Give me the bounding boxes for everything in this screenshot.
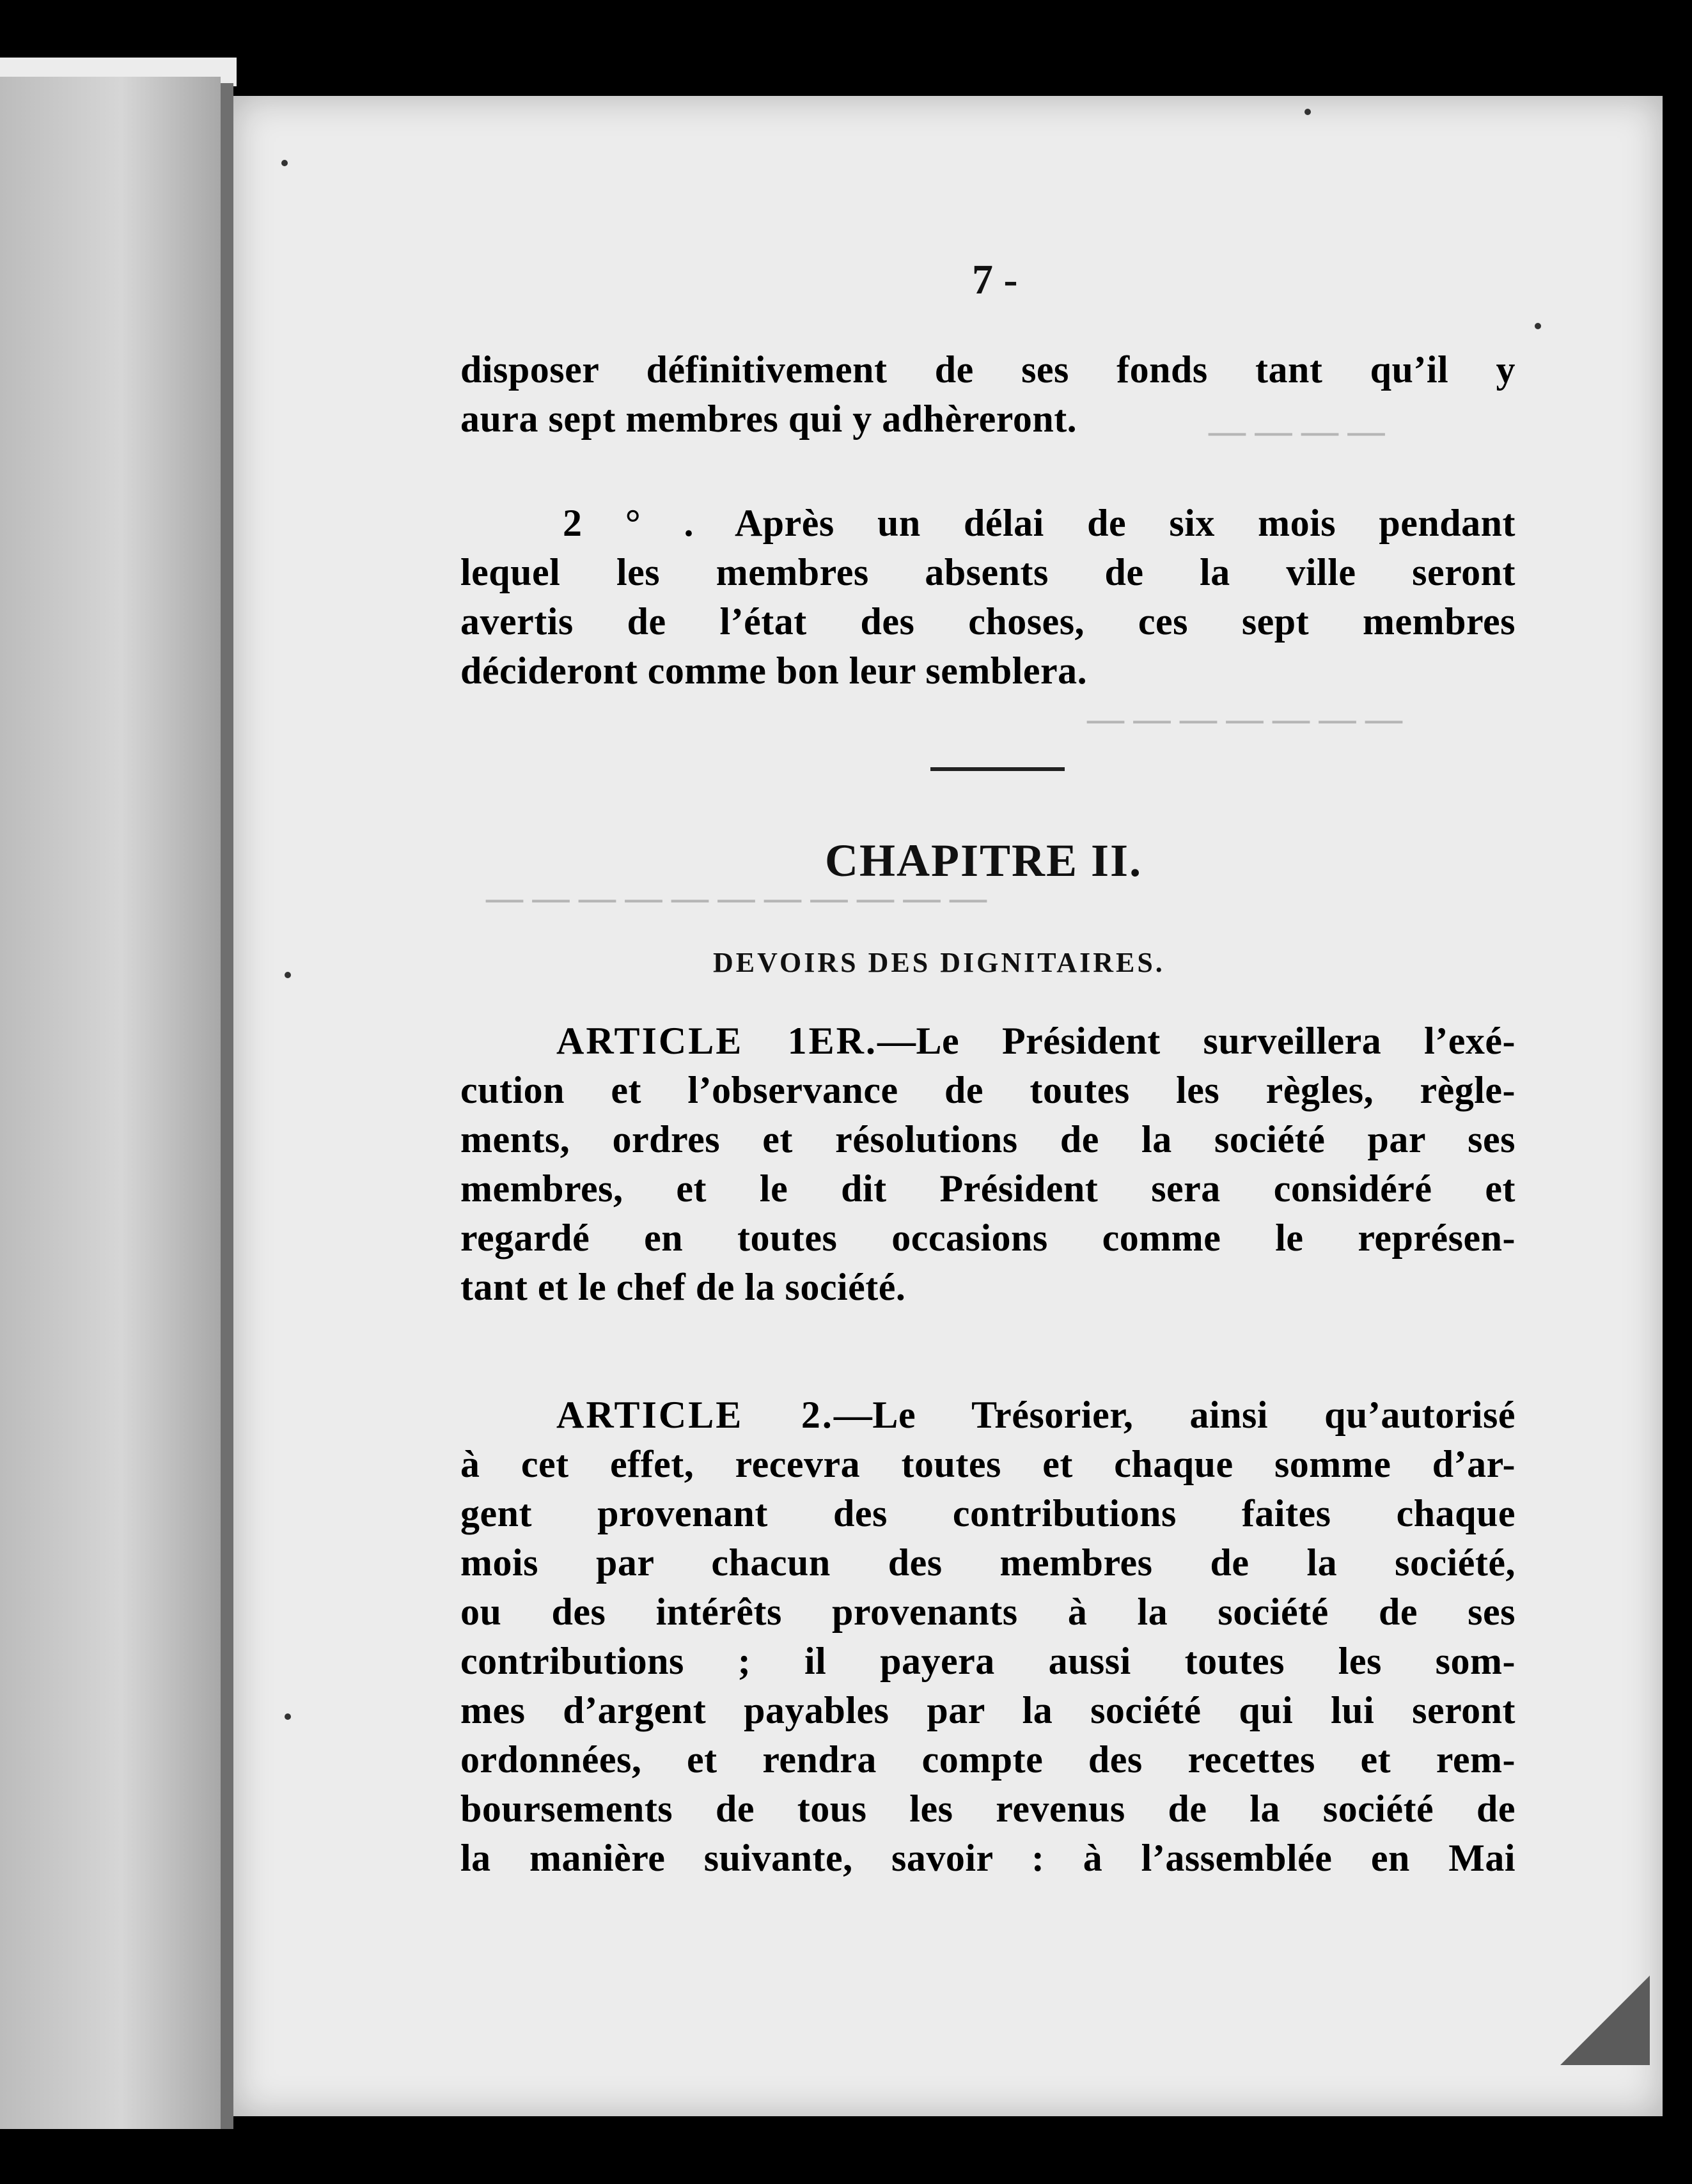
text-line: ou des intérêts provenants à la société de ses [460,1591,1516,1633]
scan-speck [285,1713,291,1720]
scan-speck [1304,109,1311,115]
text-line: gent provenant des contributions faites chaque [460,1492,1516,1534]
text-line: cution et l’observance de toutes les règles, règle- [460,1069,1516,1111]
text-line: ments, ordres et résolutions de la société par ses [460,1118,1516,1160]
text-line: mois par chacun des membres de la société, [460,1541,1516,1584]
article-text: —Le Trésorier, ainsi qu’autorisé [833,1394,1516,1436]
paragraph-item-2 [460,499,1516,696]
text-line: la manière suivante, savoir : à l’assemblée en Mai [460,1837,1516,1879]
scan-speck [281,160,288,166]
article-text: —Le Président surveillera l’exé- [877,1020,1516,1062]
text-line: décideront comme bon leur semblera. [460,650,1088,692]
chapter-title: CHAPITRE II. [825,835,1143,886]
text-line: ordonnées, et rendra compte des recettes et rem- [460,1738,1516,1781]
text-line: boursements de tous les revenus de la société de [460,1788,1516,1830]
text-line: lequel les membres absents de la ville seront [460,551,1516,593]
page-number: 7 - [972,256,1018,303]
article-2 [460,1391,1516,1883]
book-gutter [221,83,233,2129]
scan-speck [285,972,291,978]
bleed-through-text: — — — — — — — [1087,698,1402,739]
text-line: aura sept membres qui y adhèreront. [460,398,1077,440]
text-line: à cet effet, recevra toutes et chaque somme d’ar- [460,1443,1516,1485]
text-line: membres, et le dit Président sera considéré et [460,1167,1516,1210]
article-first-line [460,1391,1516,1440]
text-line: 2 ° . Après un délai de six mois pendant [563,502,1516,544]
facing-page-strip [0,77,221,2129]
bleed-through-text: — — — — [1209,410,1385,451]
text-line: contributions ; il payera aussi toutes les som- [460,1640,1516,1682]
article-first-line [460,1017,1516,1066]
text-line: mes d’argent payables par la société qui lui seront [460,1689,1516,1731]
page-corner-shadow [1560,1976,1650,2065]
section-divider [930,767,1065,771]
text-line: avertis de l’état des choses, ces sept membres [460,600,1516,643]
article-1 [460,1017,1516,1312]
chapter-subtitle: DEVOIRS DES DIGNITAIRES. [713,947,1165,978]
article-label: ARTICLE 2. [556,1394,834,1436]
article-label: ARTICLE 1ER. [556,1020,877,1062]
text-line: disposer définitivement de ses fonds tant qu’il y [460,348,1516,391]
paragraph-continuation [460,345,1516,444]
text-line: tant et le chef de la société. [460,1266,906,1308]
scan-speck [1535,323,1541,329]
text-line: regardé en toutes occasions comme le représen- [460,1217,1516,1259]
bleed-through-text: — — — — — — — — — — — [486,877,987,918]
